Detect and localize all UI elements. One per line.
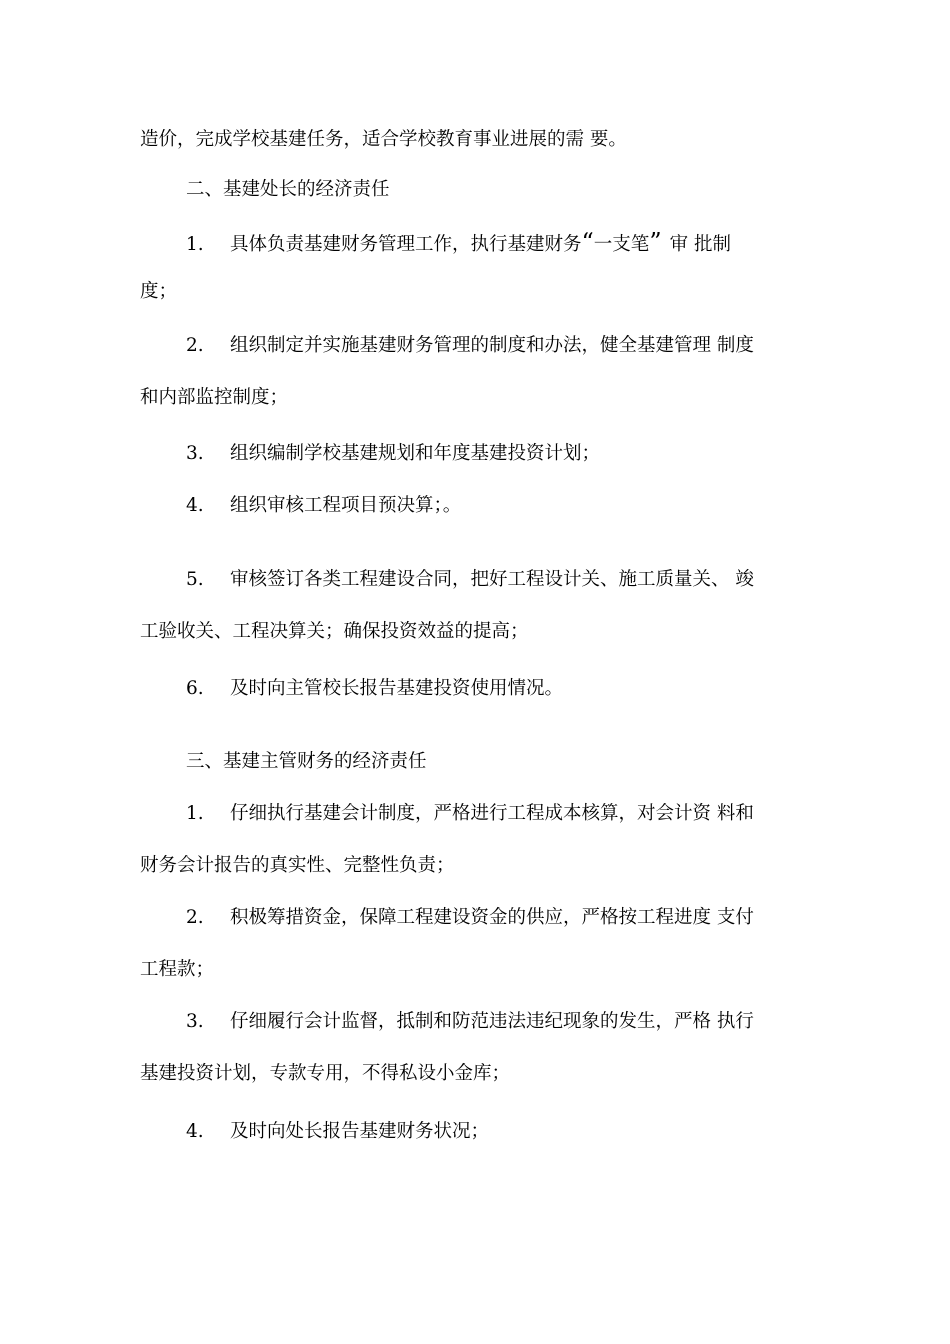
s3-item3-number: 3. [186, 1011, 204, 1032]
s2-item5-text: 审核签订各类工程建设合同，把好工程设计关、施工质量关、 竣 [230, 569, 754, 590]
s2-item3-line1 [186, 445, 600, 464]
s2-item1-text: 具体负责基建财务管理工作，执行基建财务 [230, 234, 582, 255]
intro-line: 造价，完成学校基建任务，适合学校教育事业进展的需 要。 [140, 129, 627, 150]
s2-item6-number: 6. [186, 678, 204, 699]
section3-heading: 三、基建主管财务的经济责任 [186, 751, 427, 772]
s2-item1-number: 1. [186, 234, 204, 255]
s3-item2-number: 2. [186, 907, 204, 928]
s3-item4-number: 4. [186, 1121, 204, 1142]
s2-item2-line2: 和内部监控制度； [140, 387, 289, 408]
s3-item2-text: 积极筹措资金，保障工程建设资金的供应，严格按工程进度 支付 [230, 907, 754, 928]
s3-item4-text: 及时向处长报告基建财务状况； [230, 1121, 490, 1142]
s2-item2-number: 2. [186, 335, 204, 356]
s3-item4-line1 [186, 1123, 489, 1142]
s2-item5-line2: 工验收关、工程决算关；确保投资效益的提高； [140, 621, 529, 642]
s3-item1-number: 1. [186, 803, 204, 824]
s2-item1-quoted: 一支笔 [593, 234, 650, 255]
s3-item1-line2: 财务会计报告的真实性、完整性负责； [140, 855, 455, 876]
s3-item3-text: 仔细履行会计监督，抵制和防范违法违纪现象的发生，严格 执行 [230, 1011, 754, 1032]
s2-item6-line1 [186, 680, 563, 699]
s2-item5-number: 5. [186, 569, 204, 590]
s3-item1-line1 [186, 805, 754, 824]
s2-item1-line1 [186, 228, 816, 256]
s2-item6-text: 及时向主管校长报告基建投资使用情况。 [230, 678, 564, 699]
s2-item4-number: 4. [186, 495, 204, 516]
s3-item3-line2: 基建投资计划，专款专用，不得私设小金库； [140, 1063, 511, 1084]
s2-item1-text-b: 审 批制 [669, 234, 731, 255]
s2-item5-line1 [186, 571, 754, 590]
s2-item1-line2: 度； [140, 281, 178, 302]
s3-item3-line1 [186, 1013, 754, 1032]
s3-item2-line2: 工程款； [140, 959, 215, 980]
s2-item3-text: 组织编制学校基建规划和年度基建投资计划； [230, 443, 601, 464]
close-quote: ” [649, 228, 662, 256]
s3-item1-text: 仔细执行基建会计制度，严格进行工程成本核算，对会计资 料和 [230, 803, 754, 824]
s2-item2-text: 组织制定并实施基建财务管理的制度和办法，健全基建管理 制度 [230, 335, 754, 356]
open-quote: “ [581, 228, 594, 256]
s2-item2-line1 [186, 337, 754, 356]
s2-item4-line1 [186, 497, 461, 516]
section2-heading: 二、基建处长的经济责任 [186, 179, 390, 200]
s2-item3-number: 3. [186, 443, 204, 464]
s3-item2-line1 [186, 909, 754, 928]
s2-item4-text: 组织审核工程项目预决算；。 [230, 495, 462, 516]
